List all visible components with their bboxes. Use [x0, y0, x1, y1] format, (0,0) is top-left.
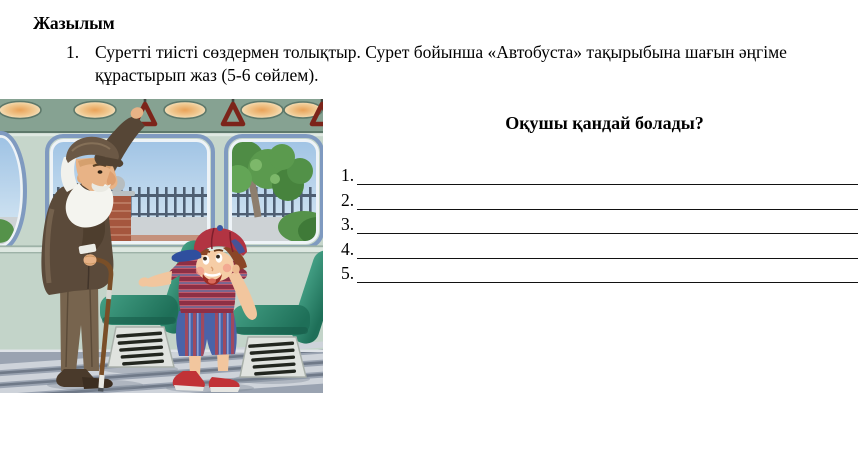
question-title: Оқушы қандай болады? [505, 113, 704, 133]
answer-number: 4. [341, 238, 355, 259]
answer-row [341, 185, 858, 209]
answer-row [341, 259, 858, 283]
answer-number: 3. [341, 214, 355, 235]
answer-row [341, 210, 858, 234]
task-number: 1. [66, 42, 80, 62]
answer-blank[interactable] [357, 160, 858, 185]
task-item [66, 41, 834, 86]
answer-row [341, 161, 858, 185]
answer-blank[interactable] [357, 209, 858, 234]
answer-lines [337, 161, 858, 283]
bus-scene-illustration [0, 99, 323, 393]
answer-blank[interactable] [357, 184, 858, 209]
answers-section [337, 112, 858, 283]
section-title: Жазылым [33, 13, 115, 33]
bus-scene-svg [0, 99, 323, 393]
answer-blank[interactable] [357, 233, 858, 258]
answer-number: 5. [341, 262, 355, 283]
task-text: Суретті тиісті сөздермен толықтыр. Сурет бойынша «Автобуста» тақырыбына шағын әңгіме құрастырып жаз (5-6 сөйлем). [95, 42, 787, 85]
answer-blank[interactable] [357, 258, 858, 283]
answer-number: 2. [341, 189, 355, 210]
answer-row [341, 234, 858, 258]
answer-number: 1. [341, 165, 355, 186]
